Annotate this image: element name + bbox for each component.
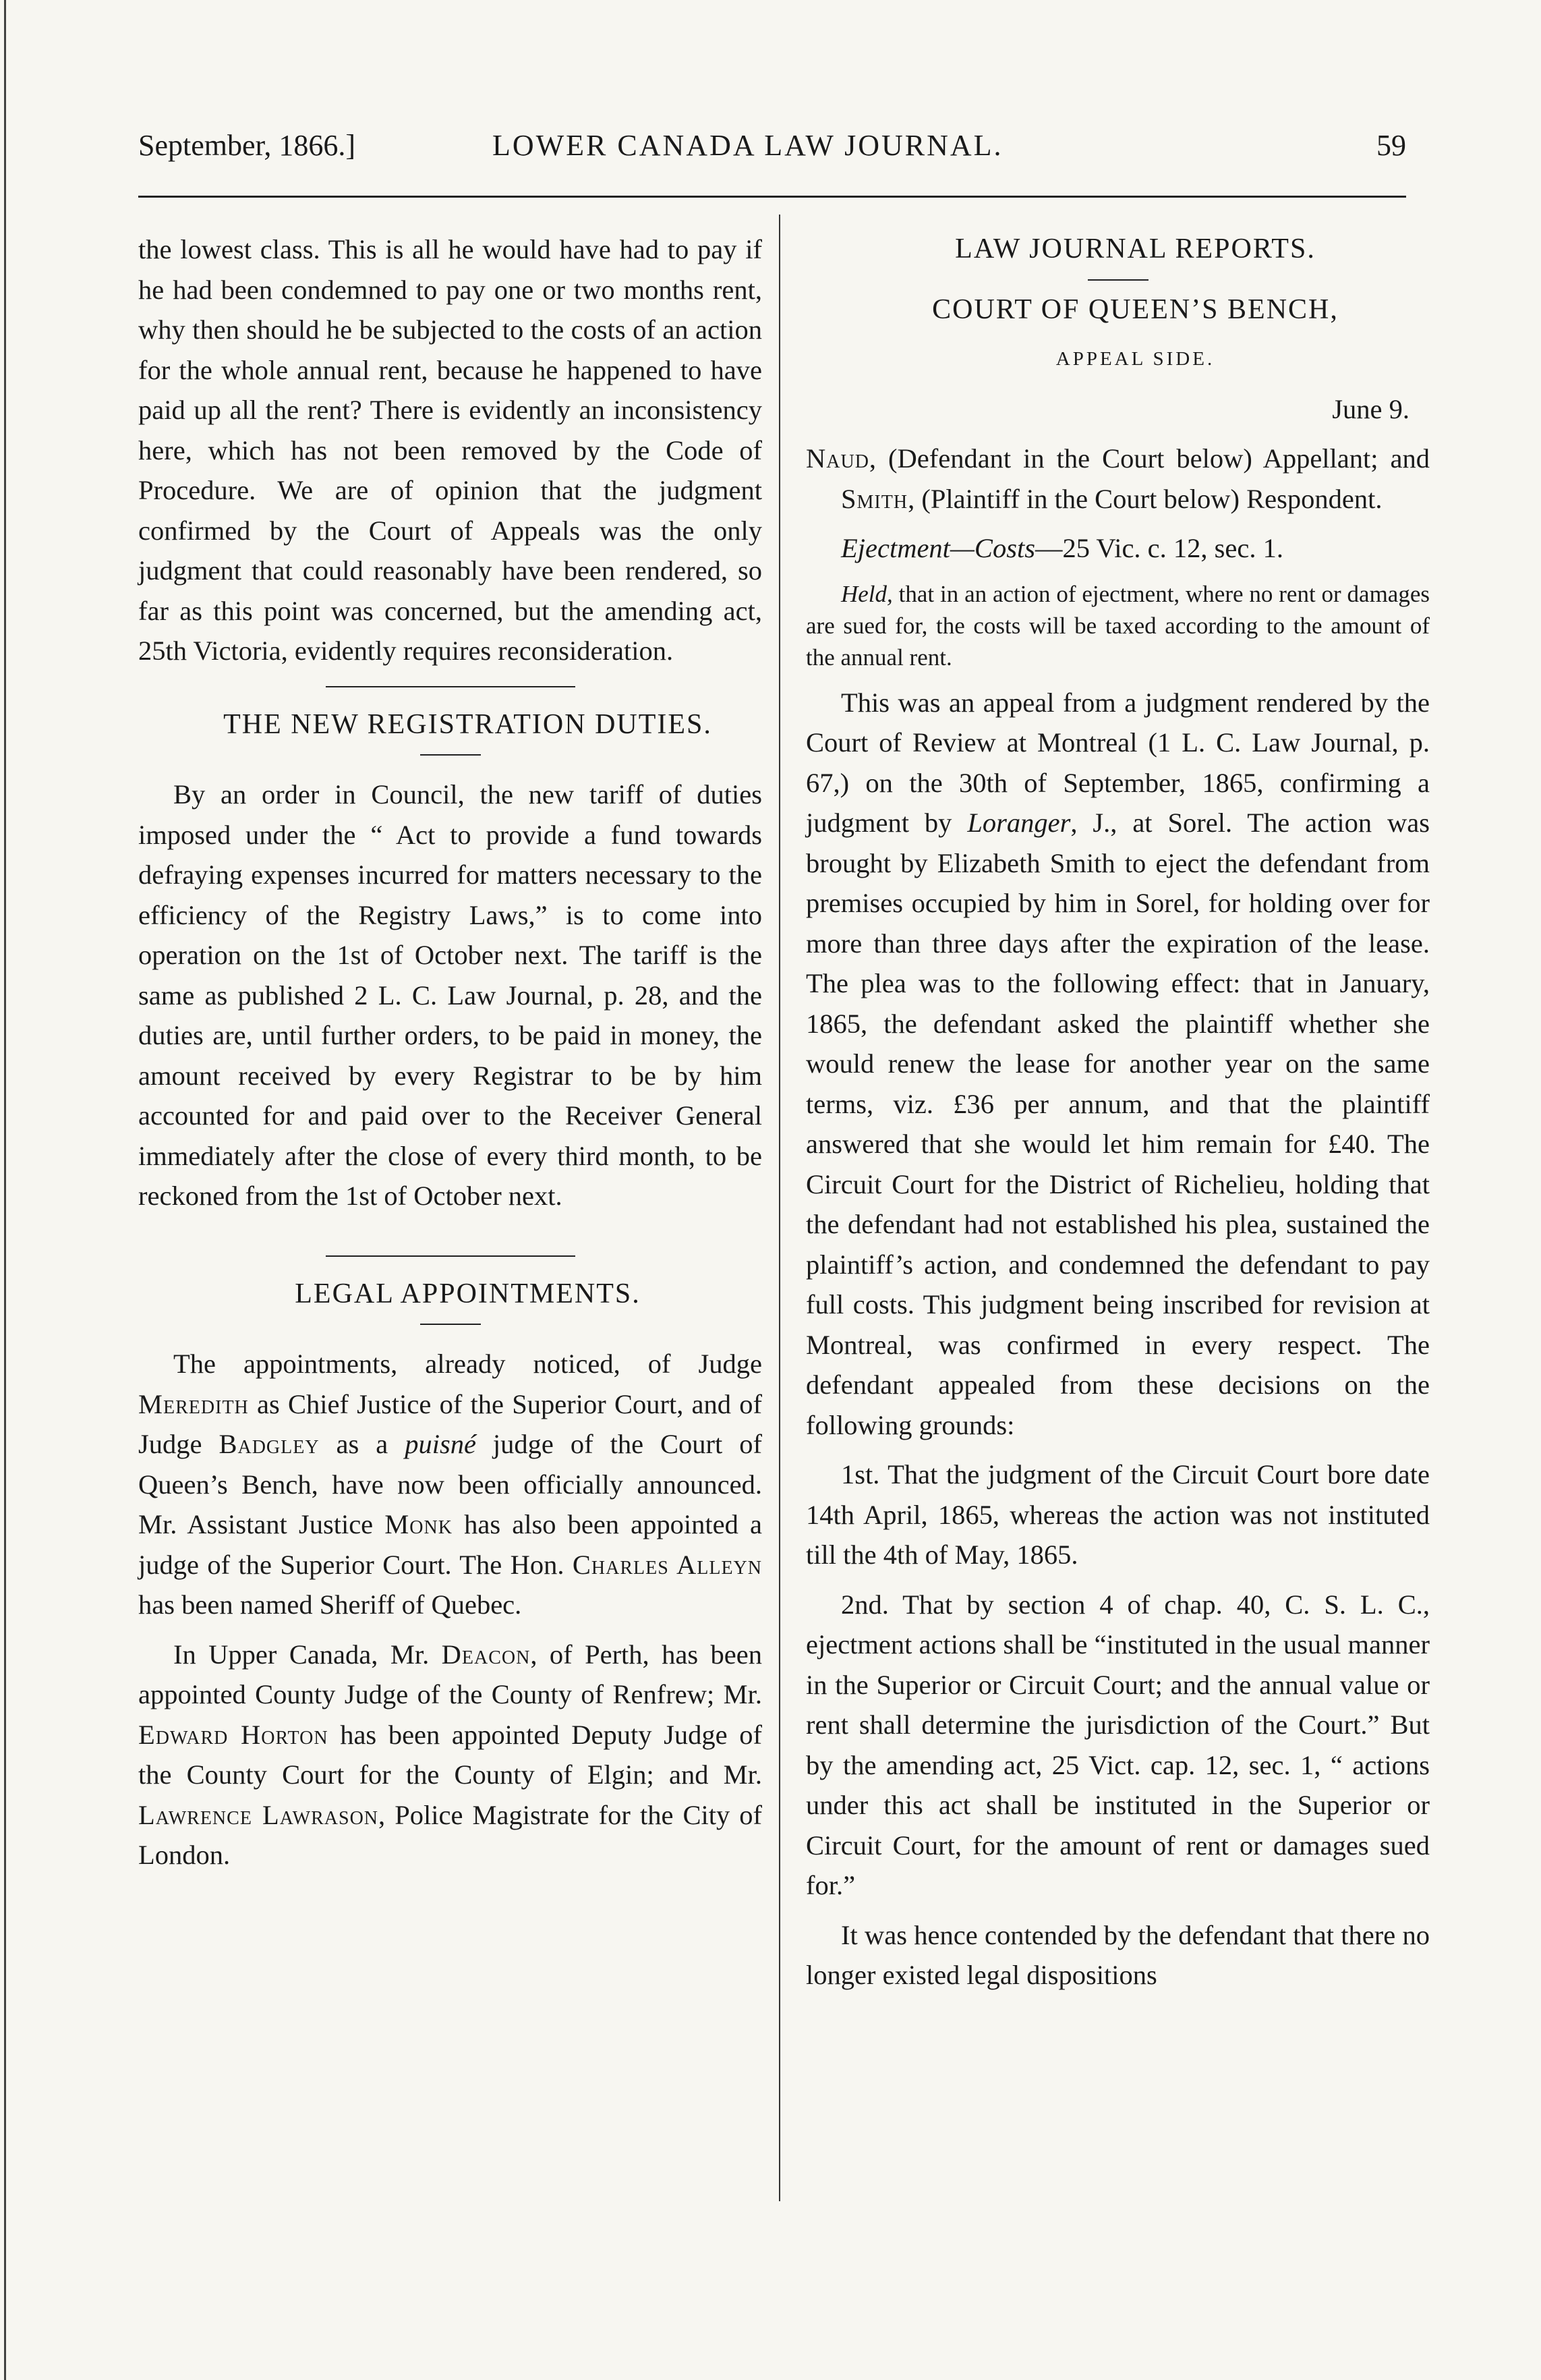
registration-heading: THE NEW REGISTRATION DUTIES.: [223, 708, 712, 740]
heading-rule: [420, 1324, 481, 1325]
appointments-paragraph-2: In Upper Canada, Mr. Deacon, of Perth, has been appointed County Judge of the County of Renfrew; Mr. Edward Horton has been appointed Deputy Judge of the County Court for the County of Elgin; and Mr. Lawrence Lawrason, Police Magistrate for the City of London.: [138, 1639, 762, 1870]
name-badgley: Badgley: [219, 1429, 320, 1459]
column-divider: [779, 215, 780, 2201]
page-number: 59: [1376, 129, 1406, 162]
left-column: [138, 229, 762, 1885]
right-column: [806, 229, 1430, 2005]
section-rule: [326, 686, 575, 687]
case-paragraph-1: This was an appeal from a judgment rendered by the Court of Review at Montreal (1 L. C. Law Journal, p. 67,) on the 30th of September, 1865, confirming a judgment by Loranger, J., at Sorel. The action was brought by Elizabeth Smith to eject the defendant from premises occupied by him in Sorel, for holding over for more than three days after the expiration of the lease. The plea was to the following effect: that in January, 1865, the defendant asked the plaintiff whether she would renew the lease for another year on the same terms, viz. £36 per annum, and that the plaintiff answered that she would let him remain for £40. The Circuit Court for the District of Richelieu, holding that the defendant had not established his plea, sustained the plaintiff’s action, and condemned the defendant to pay full costs. This judgment being inscribed for revision at Montreal, was confirmed in every respect. The defendant appealed from these decisions on the following grounds:: [806, 687, 1430, 1440]
appointments-heading: LEGAL APPOINTMENTS.: [295, 1278, 641, 1309]
name-horton: Edward Horton: [138, 1719, 328, 1750]
header-date: September, 1866.]: [138, 129, 356, 162]
case-date: June 9.: [1332, 393, 1409, 424]
heading-rule: [420, 754, 481, 756]
judge-loranger: Loranger: [967, 808, 1071, 838]
appointments-paragraph-1: The appointments, already noticed, of Judge Meredith as Chief Justice of the Superior Court, and of Judge Badgley as a puisné judge of the Court of Queen’s Bench, have now been officially announced. Mr. Assistant Justice Monk has also been appointed a judge of the Superior Court. The Hon. Charles Alleyn has been named Sheriff of Quebec.: [138, 1349, 762, 1620]
party-naud: Naud: [806, 443, 869, 474]
party-smith: Smith: [841, 483, 908, 514]
case-parties: Naud, (Defendant in the Court below) Appellant; and Smith, (Plaintiff in the Court below) Respondent.: [806, 443, 1430, 514]
ground-1: 1st. That the judgment of the Circuit Court bore date 14th April, 1865, whereas the action was not instituted till the 4th of May, 1865.: [806, 1459, 1430, 1570]
ground-2: 2nd. That by section 4 of chap. 40, C. S. L. C., ejectment actions shall be “instituted in the usual manner in the Superior or Circuit Court; and the annual value or rent shall determine the jurisdiction of the Court.” But by the amending act, 25 Vict. cap. 12, sec. 1, “ actions under this act shall be instituted in the Superior or Circuit Court, for the amount of rent or damages sued for.”: [806, 1589, 1430, 1900]
appeal-side: APPEAL SIDE.: [1055, 348, 1215, 370]
section-rule: [326, 1255, 575, 1257]
running-header: [138, 128, 1406, 175]
scan-edge: [4, 0, 6, 2380]
case-paragraph-last: It was hence contended by the defendant that there no longer existed legal dispositions: [806, 1919, 1430, 1990]
header-rule: [138, 196, 1406, 198]
name-lawrason: Lawrence Lawrason: [138, 1799, 379, 1830]
headnote: Held, that in an action of ejectment, where no rent or damages are sued for, the costs will be taxed according to the amount of the annual rent.: [806, 580, 1430, 671]
name-meredith: Meredith: [138, 1388, 249, 1419]
word-puisne: puisné: [405, 1429, 476, 1459]
name-deacon: Deacon: [441, 1639, 531, 1670]
name-monk: Monk: [384, 1509, 453, 1539]
name-alleyn: Charles Alleyn: [572, 1549, 762, 1580]
catchline: Ejectment—Costs—25 Vic. c. 12, sec. 1.: [841, 533, 1283, 563]
heading-rule: [1088, 279, 1149, 281]
reports-heading: LAW JOURNAL REPORTS.: [955, 233, 1316, 264]
registration-body: By an order in Council, the new tariff of duties imposed under the “ Act to provide a fund towards defraying expenses incurred for matters necessary to the efficiency of the Registry Laws,” is to come into operation on the 1st of October next. The tariff is the same as published 2 L. C. Law Journal, p. 28, and the duties are, until further orders, to be paid in money, the amount received by every Registrar to be by him accounted for and paid over to the Receiver General immediately after the close of every third month, to be reckoned from the 1st of October next.: [138, 779, 762, 1211]
journal-title: LOWER CANADA LAW JOURNAL.: [492, 129, 1004, 162]
continued-paragraph: the lowest class. This is all he would have had to pay if he had been condemned to pay one or two months rent, why then should he be subjected to the costs of an action for the whole annual rent, because he happened to have paid up all the rent? There is evidently an inconsistency here, which has not been removed by the Code of Procedure. We are of opinion that the judgment confirmed by the Court of Appeals was the only judgment that could reasonably have been rendered, so far as this point was concerned, but the amending act, 25th Victoria, evidently requires reconsideration.: [138, 234, 762, 666]
court-heading: COURT OF QUEEN’S BENCH,: [932, 293, 1339, 325]
